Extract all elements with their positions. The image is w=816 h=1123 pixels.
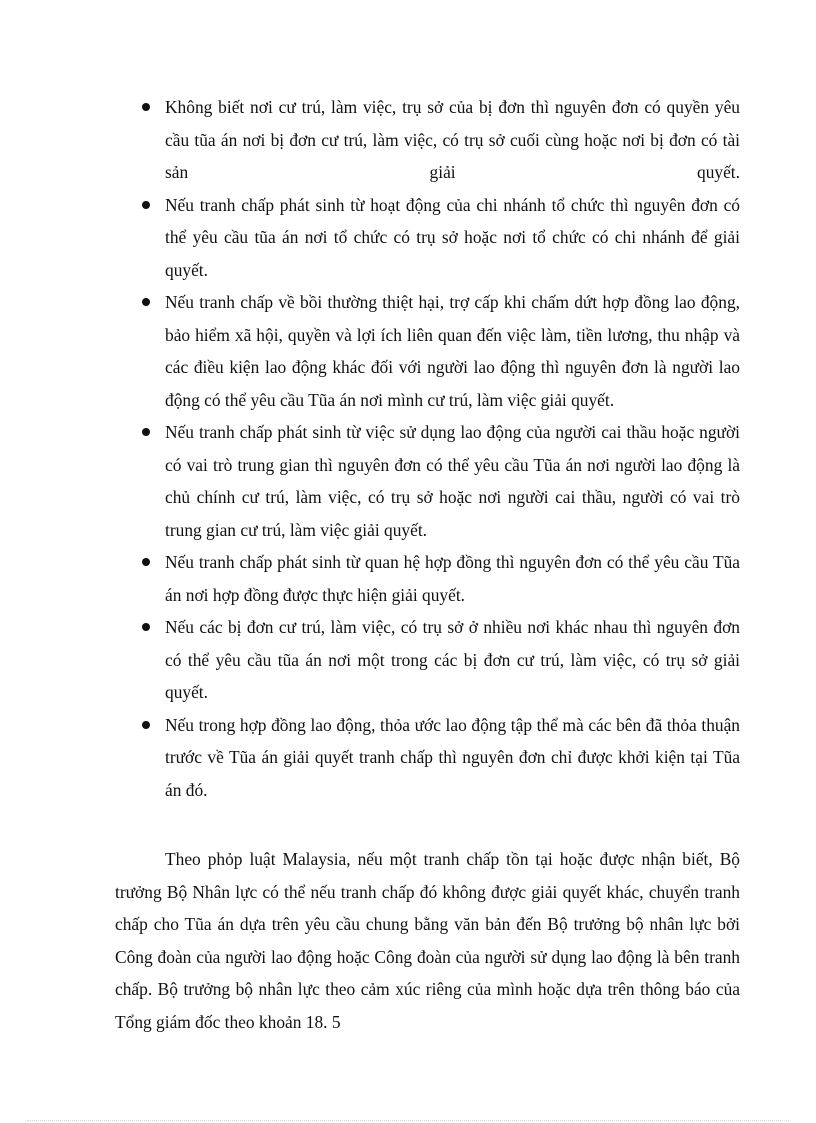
bullet-icon (142, 201, 150, 209)
bullet-text: Nếu tranh chấp phát sinh từ quan hệ hợp đồng thì nguyên đơn có thể yêu cầu Tũa án nơi hợp đồng được thực hiện giải quyết. (165, 552, 740, 605)
list-item (140, 709, 740, 807)
bullet-icon (142, 298, 150, 306)
bullet-text: Nếu tranh chấp phát sinh từ việc sử dụng lao động của người cai thầu hoặc người có vai trò trung gian thì nguyên đơn có thể yêu cầu Tũa án nơi người lao động là chủ chính cư trú, làm việc, có trụ sở hoặc nơi người cai thầu, người có vai trò trung gian cư trú, làm việc giải quyết. (165, 422, 740, 540)
list-item (140, 611, 740, 709)
bullet-icon (142, 558, 150, 566)
bullet-text: Nếu tranh chấp về bồi thường thiệt hại, trợ cấp khi chấm dứt hợp đồng lao động, bảo hiểm xã hội, quyền và lợi ích liên quan đến việc làm, tiền lương, thu nhập và các điều kiện lao động khác đối với người lao động thì nguyên đơn là người lao động có thể yêu cầu Tũa án nơi mình cư trú, làm việc giải quyết. (165, 292, 740, 410)
bullet-text: Nếu trong hợp đồng lao động, thỏa ước lao động tập thể mà các bên đã thỏa thuận trước về Tũa án giải quyết tranh chấp thì nguyên đơn chỉ được khởi kiện tại Tũa án đó. (165, 714, 740, 800)
page-footer-divider (27, 1120, 789, 1121)
bullet-icon (142, 428, 150, 436)
bullet-icon (142, 103, 150, 111)
list-item (140, 416, 740, 546)
body-paragraph: Theo phỏp luật Malaysia, nếu một tranh chấp tồn tại hoặc được nhận biết, Bộ trưởng Bộ Nhân lực có thể nếu tranh chấp đó không được giải quyết khác, chuyển tranh chấp cho Tũa án dựa trên yêu cầu chung bằng văn bản đến Bộ trưởng bộ nhân lực bởi Công đoàn của người lao động hoặc Công đoàn của người sử dụng lao động là bên tranh chấp. Bộ trưởng bộ nhân lực theo cảm xúc riêng của mình hoặc dựa trên thông báo của Tổng giám đốc theo khoản 18. 5 (115, 849, 740, 1032)
bullet-icon (142, 721, 150, 729)
list-item (140, 546, 740, 611)
bullet-text: Không biết nơi cư trú, làm việc, trụ sở của bị đơn thì nguyên đơn có quyền yêu cầu tũa án nơi bị đơn cư trú, làm việc, có trụ sở cuối cùng hoặc nơi bị đơn có tài sản giải quyết. (165, 97, 740, 182)
bullet-text: Nếu các bị đơn cư trú, làm việc, có trụ sở ở nhiều nơi khác nhau thì nguyên đơn có thể yêu cầu tũa án nơi một trong các bị đơn cư trú, làm việc, có trụ sở giải quyết. (165, 617, 740, 702)
list-item (140, 189, 740, 287)
list-item (140, 91, 740, 189)
bullet-text: Nếu tranh chấp phát sinh từ hoạt động của chi nhánh tổ chức thì nguyên đơn có thể yêu cầu tũa án nơi tổ chức có trụ sở hoặc nơi tổ chức có chi nhánh để giải quyết. (165, 194, 740, 280)
bullet-list (140, 91, 740, 806)
list-item (140, 286, 740, 416)
bullet-icon (142, 623, 150, 631)
